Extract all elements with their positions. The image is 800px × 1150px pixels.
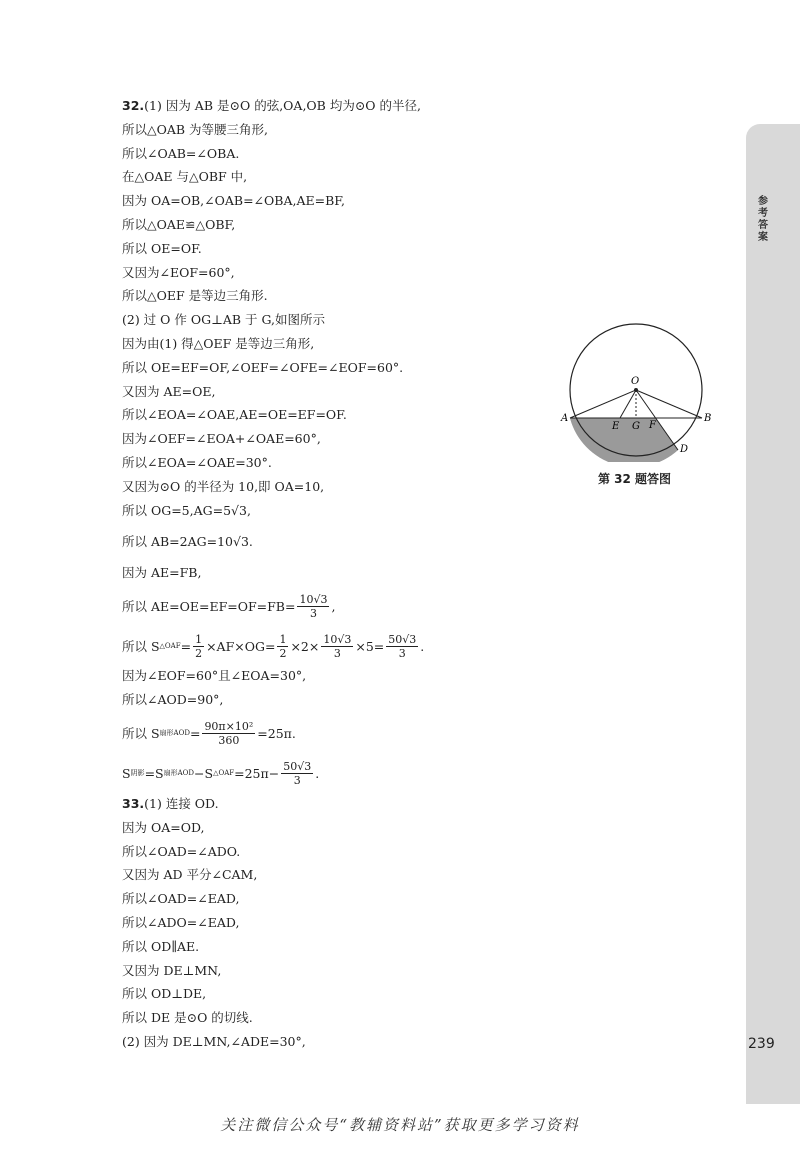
subscript: △OAF [159, 641, 181, 650]
label-o: O [631, 376, 640, 387]
q32-line-11: 因为由(1) 得△OEF 是等边三角形, [122, 335, 315, 351]
fraction-numerator: 50√3 [388, 632, 417, 646]
fraction-denominator: 360 [218, 734, 240, 748]
fraction-numerator: 1 [279, 632, 287, 646]
expr: =S [144, 766, 164, 782]
subscript: 阴影 [130, 769, 145, 778]
side-tab-label: 参考答案 [758, 196, 768, 243]
q32-line-22 [122, 626, 592, 666]
fraction-numerator: 90π×10² [204, 720, 254, 734]
q33-line-7: 所以 OD∥AE. [122, 938, 200, 954]
q32-line-4: 在△OAE 与△OBF 中, [122, 169, 248, 185]
point-o [634, 388, 638, 392]
subscript: 扇形AOD [163, 769, 195, 778]
fraction [277, 633, 288, 660]
q33-line-1 [122, 794, 592, 818]
answer-content [122, 96, 592, 1056]
side-tab [746, 124, 800, 1104]
expr: =25π− [234, 766, 280, 782]
subscript: 扇形AOD [159, 729, 190, 738]
q32-line-6: 所以△OAE≌△OBF, [122, 216, 236, 232]
expr: −S [194, 766, 214, 782]
fraction [321, 633, 353, 660]
q33-line-9: 所以 OD⊥DE, [122, 986, 207, 1002]
circle-diagram [558, 320, 714, 462]
q32-line-25 [122, 714, 592, 754]
q32-line-5: 因为 OA=OB,∠OAB=∠OBA,AE=BF, [122, 193, 345, 209]
fraction [193, 633, 204, 660]
fraction [202, 720, 255, 747]
expr: ×5= [355, 638, 385, 654]
equals: = [180, 638, 192, 654]
page-number: 239 [748, 1036, 775, 1052]
q32-line-9: 所以△OEF 是等边三角形. [122, 288, 268, 304]
fraction-numerator: 1 [195, 632, 203, 646]
fraction-denominator: 3 [398, 646, 406, 660]
q33-line-6: 所以∠ADO=∠EAD, [122, 914, 240, 930]
q33-line-2: 因为 OA=OD, [122, 819, 205, 835]
fraction [281, 760, 313, 787]
q32-line-24: 所以∠AOD=90°, [122, 692, 224, 708]
q33-line-11: (2) 因为 DE⊥MN,∠ADE=30°, [122, 1033, 306, 1049]
q32-line-17: 又因为⊙O 的半径为 10,即 OA=10, [122, 478, 325, 494]
label-a: A [561, 413, 569, 424]
q32-line-19: 所以 AB=2AG=10√3. [122, 533, 253, 549]
fraction-denominator: 2 [195, 646, 203, 660]
fraction [386, 633, 418, 660]
q32-line-7: 所以 OE=OF. [122, 240, 202, 256]
expr: ×AF×OG= [206, 638, 276, 654]
fraction-numerator: 10√3 [323, 632, 352, 646]
q32-line-12: 所以 OE=EF=OF,∠OEF=∠OFE=∠EOF=60°. [122, 359, 404, 375]
figure-caption: 第 32 题答图 [598, 472, 672, 486]
label-g: G [632, 421, 640, 432]
q32-line-14: 所以∠EOA=∠OAE,AE=OE=EF=OF. [122, 407, 347, 423]
subscript: △OAF [213, 769, 235, 778]
q32-line-16: 所以∠EOA=∠OAE=30°. [122, 454, 272, 470]
q33-line-10: 所以 DE 是⊙O 的切线. [122, 1010, 253, 1026]
q32-line-8: 又因为∠EOF=60°, [122, 264, 235, 280]
expr: =25π. [257, 726, 296, 742]
q33-line-4: 又因为 AD 平分∠CAM, [122, 867, 258, 883]
q33-line-5: 所以∠OAD=∠EAD, [122, 891, 240, 907]
label-b: B [704, 413, 712, 424]
q32-line-26-text: S [122, 766, 131, 782]
q33-text-1: (1) 连接 OD. [144, 795, 219, 811]
q32-line-2: 所以△OAB 为等腰三角形, [122, 121, 269, 137]
fraction-denominator: 3 [309, 606, 317, 620]
fraction-denominator: 3 [333, 646, 341, 660]
q32-line-1 [122, 96, 592, 120]
q32-line-26 [122, 754, 592, 794]
q32-line-10: (2) 过 O 作 OG⊥AB 于 G,如图所示 [122, 312, 326, 328]
q32-line-13: 又因为 AE=OE, [122, 383, 216, 399]
punct: . [420, 638, 425, 654]
q33-line-3: 所以∠OAD=∠ADO. [122, 843, 241, 859]
q32-line-18: 所以 OG=5,AG=5√3, [122, 502, 251, 518]
q32-line-21-text: 所以 AE=OE=EF=OF=FB= [122, 598, 296, 614]
fraction-denominator: 3 [293, 774, 301, 788]
q32-text-1: (1) 因为 AB 是⊙O 的弦,OA,OB 均为⊙O 的半径, [144, 98, 421, 113]
label-f: F [649, 420, 656, 431]
label-e: E [612, 421, 620, 432]
expr: ×2× [290, 638, 320, 654]
q32-line-23: 因为∠EOF=60°且∠EOA=30°, [122, 668, 307, 684]
fraction [297, 593, 329, 620]
q32-line-22-text: 所以 S [122, 638, 160, 654]
footer-note: 关注微信公众号“教辅资料站”获取更多学习资料 [220, 1116, 580, 1134]
q33-line-8: 又因为 DE⊥MN, [122, 962, 222, 978]
fraction-numerator: 50√3 [283, 760, 312, 774]
q32-line-3: 所以∠OAB=∠OBA. [122, 145, 240, 161]
q33-number: 33. [122, 795, 145, 811]
q32-line-25-text: 所以 S [122, 726, 160, 742]
equals: = [189, 726, 201, 742]
q32-number: 32. [122, 98, 145, 113]
q32-line-15: 因为∠OEF=∠EOA+∠OAE=60°, [122, 431, 321, 447]
punct: , [331, 598, 336, 614]
label-d: D [680, 444, 689, 455]
q32-line-20: 因为 AE=FB, [122, 564, 202, 580]
triangle-oaf-fill [570, 390, 655, 418]
punct: . [315, 766, 320, 782]
fraction-numerator: 10√3 [299, 592, 328, 606]
q32-line-21 [122, 586, 592, 626]
fraction-denominator: 2 [279, 646, 287, 660]
